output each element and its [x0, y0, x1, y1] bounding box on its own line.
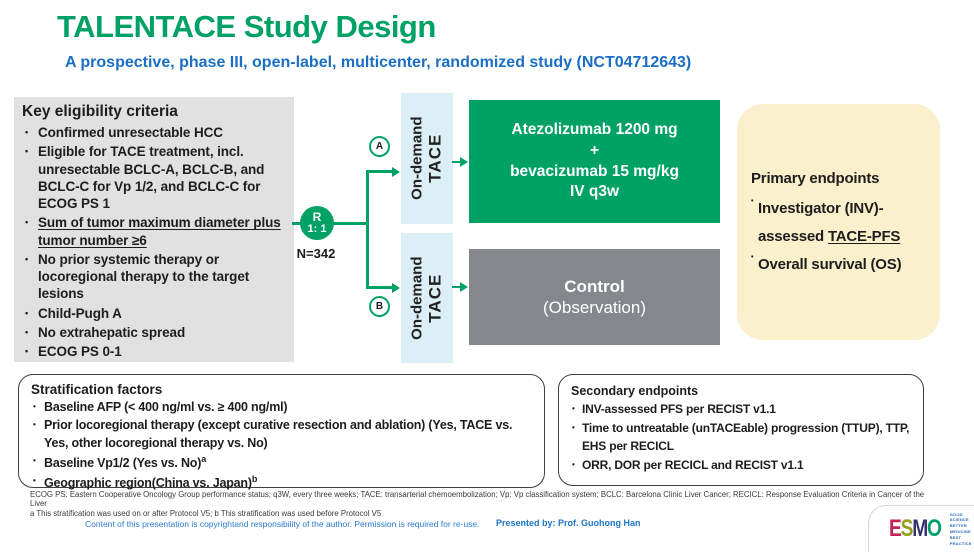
eligibility-item: • Child-Pugh A [22, 305, 286, 322]
tace-text: TACE [425, 273, 445, 323]
footnote-marker: b [251, 474, 258, 485]
stratification-item-text: Geographic region(China vs. Japan) [44, 476, 252, 491]
primary-endpoints-title: Primary endpoints [751, 170, 880, 187]
secondary-endpoints-list [571, 400, 915, 474]
on-demand-tace-box-bottom [401, 233, 453, 363]
esmo-logo [889, 517, 941, 541]
copyright-notice: Content of this presentation is copyrightand responsibility of the author. Permission is required for re-use. [85, 519, 480, 529]
primary-endpoint-item [751, 251, 932, 279]
on-demand-tace-box-top [401, 93, 453, 224]
arrowhead-arm-a-icon [392, 167, 400, 177]
tace-text: TACE [425, 134, 445, 184]
esmo-tagline-line: BEST PRACTICE [949, 534, 972, 546]
sample-size-label: N=342 [296, 246, 336, 261]
primary-item-text: assessed [758, 227, 828, 245]
primary-item-text: Overall survival (OS) [758, 255, 902, 273]
page-title: TALENTACE Study Design [57, 9, 436, 44]
eligibility-criteria-box [14, 97, 294, 362]
branch-vertical-line [366, 170, 369, 289]
esmo-tagline [950, 512, 974, 547]
eligibility-item: • Eligible for TACE treatment, incl. unresectable BCLC-A, BCLC-B, and BCLC-C for Vp 1/2, and BCLC-C for ECOG PS 1 [22, 143, 286, 212]
primary-endpoint-item-continued [751, 223, 932, 251]
study-subtitle: A prospective, phase III, open-label, multicenter, randomized study (NCT04712643) [65, 54, 692, 71]
treatment-line: bevacizumab 15 mg/kg [510, 162, 679, 180]
on-demand-text: On-demand [408, 116, 426, 201]
stratification-item: • Prior locoregional therapy (except curative resection and ablation) (Yes, TACE vs. Yes, other locoregional therapy vs. No) [31, 417, 534, 452]
on-demand-text: On-demand [408, 256, 426, 340]
eligibility-item: • No extrahepatic spread [22, 324, 286, 341]
esmo-letter: S [900, 515, 913, 542]
stratification-list [31, 399, 534, 493]
arm-a-label: A [375, 141, 384, 152]
eligibility-list [22, 124, 286, 360]
stratification-title: Stratification factors [31, 382, 163, 397]
stratification-factors-box [18, 374, 545, 491]
eligibility-item: • Confirmed unresectable HCC [22, 124, 286, 141]
treatment-line: IV q3w [569, 183, 620, 201]
stratification-item [31, 453, 534, 472]
esmo-letter: E [889, 515, 901, 542]
eligibility-item-underlined: • Sum of tumor maximum diameter plus tumor number ≥6 [22, 214, 286, 249]
esmo-logo-card [868, 505, 974, 552]
presented-by: Presented by: Prof. Guohong Han [496, 518, 641, 528]
footnotes [30, 490, 925, 518]
arm-b-circle [369, 296, 390, 317]
esmo-tagline-line: BETTER MEDICINE [949, 523, 971, 534]
treatment-arm-box [469, 100, 720, 223]
esmo-letter: M [912, 515, 928, 542]
primary-item-text: Investigator (INV)- [758, 200, 884, 217]
abbreviations-footnote: ECOG PS: Eastern Cooperative Oncology Group performance status; q3W, every three weeks; TACE: transarterial chemoembolization; Vp: Vp classification system; BCLC: Barcelona Clinic Liver Cancer; RECICL: Response Evaluation Criteria in Cancer of the Liver [30, 490, 925, 509]
primary-endpoints-box [737, 104, 940, 340]
primary-item-underlined-text: TACE-PFS [827, 227, 901, 245]
arrowhead-arm-b-icon [392, 283, 400, 293]
arrow-line-arm-b [366, 286, 394, 289]
control-subtitle: (Observation) [543, 298, 646, 317]
control-title: Control [564, 276, 625, 296]
randomization-circle [300, 206, 334, 240]
arm-a-circle [369, 136, 390, 157]
stratification-item-text: Baseline Vp1/2 (Yes vs. No) [44, 455, 202, 470]
esmo-letter: O [927, 515, 941, 542]
control-arm-box [469, 249, 720, 345]
on-demand-tace-label [410, 117, 444, 200]
eligibility-item: • ECOG PS 0-1 [22, 343, 286, 360]
connector-r-to-branch [332, 222, 369, 225]
secondary-endpoint-item: • INV-assessed PFS per RECIST v1.1 [571, 400, 915, 419]
randomization-ratio: 1: 1 [307, 223, 327, 235]
esmo-tagline-line: GOOD SCIENCE [949, 511, 969, 523]
eligibility-item: • No prior systemic therapy or locoregional therapy to the target lesions [22, 251, 286, 303]
eligibility-title: Key eligibility criteria [22, 103, 178, 120]
treatment-line: Atezolizumab 1200 mg [511, 120, 678, 138]
arrow-line-arm-a [366, 170, 394, 173]
randomization-r-label: R [312, 210, 322, 224]
footnote-marker: a [201, 453, 206, 464]
arm-b-label: B [375, 301, 384, 312]
primary-endpoint-item [751, 195, 932, 223]
protocol-footnote: a This stratification was used on or after Protocol V5; b This stratification was used before Protocol V5 [30, 508, 382, 518]
secondary-endpoint-item: • Time to untreatable (unTACEable) progression (TTUP), TTP, EHS per RECICL [571, 419, 915, 456]
on-demand-tace-label [410, 256, 444, 339]
secondary-endpoint-item: • ORR, DOR per RECICL and RECIST v1.1 [571, 456, 915, 475]
stratification-item: • Baseline AFP (< 400 ng/ml vs. ≥ 400 ng/ml) [31, 399, 534, 416]
arrowhead-treatment-icon [460, 157, 468, 167]
secondary-endpoints-title: Secondary endpoints [571, 384, 699, 398]
secondary-endpoints-box [558, 374, 924, 486]
treatment-line: + [589, 141, 600, 159]
arrowhead-control-icon [460, 282, 468, 292]
